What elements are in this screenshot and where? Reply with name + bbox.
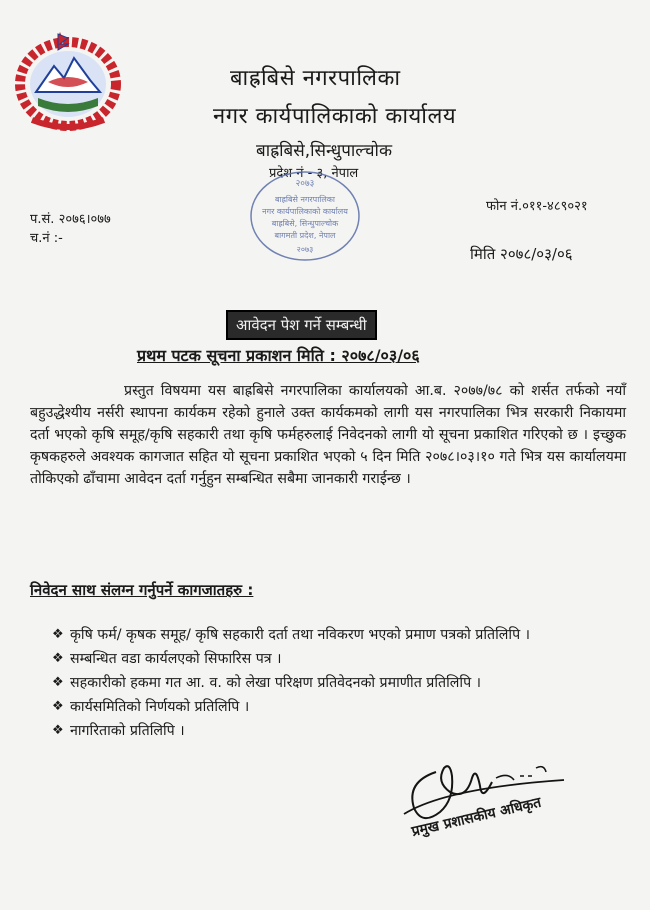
documents-list: [52, 624, 622, 744]
document-item-text: कृषि फर्म/ कृषक समूह/ कृषि सहकारी दर्ता तथा नविकरण भएको प्रमाण पत्रको प्रतिलिपि ।: [70, 627, 531, 643]
document-item-text: कार्यसमितिको निर्णयको प्रतिलिपि ।: [70, 699, 250, 715]
stamp-year: २०७३: [295, 179, 315, 189]
list-item: [52, 672, 622, 694]
reference-block: [30, 210, 111, 248]
notice-body: प्रस्तुत विषयमा यस बाह्रबिसे नगरपालिका कार्यालयको आ.ब. २०७७/७८ को शर्सत तर्फको नयाँ बहुउद्धेश्यीय नर्सरी स्थापना कार्यकम रहेको हुनाले उक्त कार्यकमको लागी यस नगरपालिका भित्र सरकारी निकायमा दर्ता भएको कृषि समूह/कृषि सहकारी तथा कृषि फर्महरुलाई निवेदनको लागी यो सूचना प्रकाशित गरिएको छ । इच्छुक कृषकहरुले अवश्यक कागजात सहित यो सूचना प्रकाशित भएको ५ दिन मिति २०७८।०३।१० गते भित्र यस कार्यालयमा तोकिएको ढाँचामा आवेदन दर्ता गर्नुहुन सम्बन्धित सबैमा जानकारी गराईन्छ ।: [30, 383, 626, 487]
org-name: बाह्रबिसे नगरपालिका: [230, 66, 401, 91]
diamond-bullet-icon: ❖: [52, 699, 64, 714]
document-item-text: सहकारीको हकमा गत आ. व. को लेखा परिक्षण प्रतिवेदनको प्रमाणीत प्रतिलिपि ।: [70, 675, 482, 691]
list-item: [52, 624, 622, 646]
diamond-bullet-icon: ❖: [52, 723, 64, 738]
notice-heading: प्रथम पटक सूचना प्रकाशन मिति : २०७८/०३/०६: [137, 346, 420, 365]
subject-box: आवेदन पेश गर्ने सम्बन्धी: [226, 310, 377, 340]
phone-number: फोन नं.०११-४८९०२१: [486, 199, 588, 214]
stamp-year-bottom: २०७३: [296, 245, 314, 254]
signatory-title: प्रमुख प्रशासकीय अधिकृत: [410, 794, 543, 841]
stamp-line-2: नगर कार्यपालिकाको कार्यालय: [262, 207, 348, 216]
patra-sankhya: प.सं. २०७६।०७७: [30, 212, 111, 227]
diamond-bullet-icon: ❖: [52, 675, 64, 690]
office-name: नगर कार्यपालिकाको कार्यालय: [213, 104, 457, 129]
letter-date: मिति २०७८/०३/०६: [470, 245, 573, 263]
diamond-bullet-icon: ❖: [52, 651, 64, 666]
stamp-line-3: बाह्रबिसे, सिन्धुपाल्चोक: [271, 219, 339, 228]
document-item-text: सम्बन्धित वडा कार्यलएको सिफारिस पत्र ।: [70, 651, 282, 667]
stamp-line-1: बाह्रबिसे नगरपालिका: [274, 195, 336, 204]
documents-heading: निवेदन साथ संलग्न गर्नुपर्ने कागजातहरु :: [30, 581, 254, 599]
stamp-line-4: बागमती प्रदेश, नेपाल: [274, 231, 336, 240]
list-item: [52, 696, 622, 718]
office-stamp-icon: [247, 168, 363, 264]
document-item-text: नागरिताको प्रतिलिपि ।: [70, 723, 185, 739]
nepal-emblem-icon: [14, 28, 122, 132]
list-item: [52, 720, 622, 742]
list-item: [52, 648, 622, 670]
province: प्रदेश नं - ३, नेपाल: [269, 166, 359, 181]
diamond-bullet-icon: ❖: [52, 627, 64, 642]
address: बाह्रबिसे,सिन्धुपाल्चोक: [256, 141, 393, 161]
chalani-number: च.नं :-: [30, 231, 63, 246]
